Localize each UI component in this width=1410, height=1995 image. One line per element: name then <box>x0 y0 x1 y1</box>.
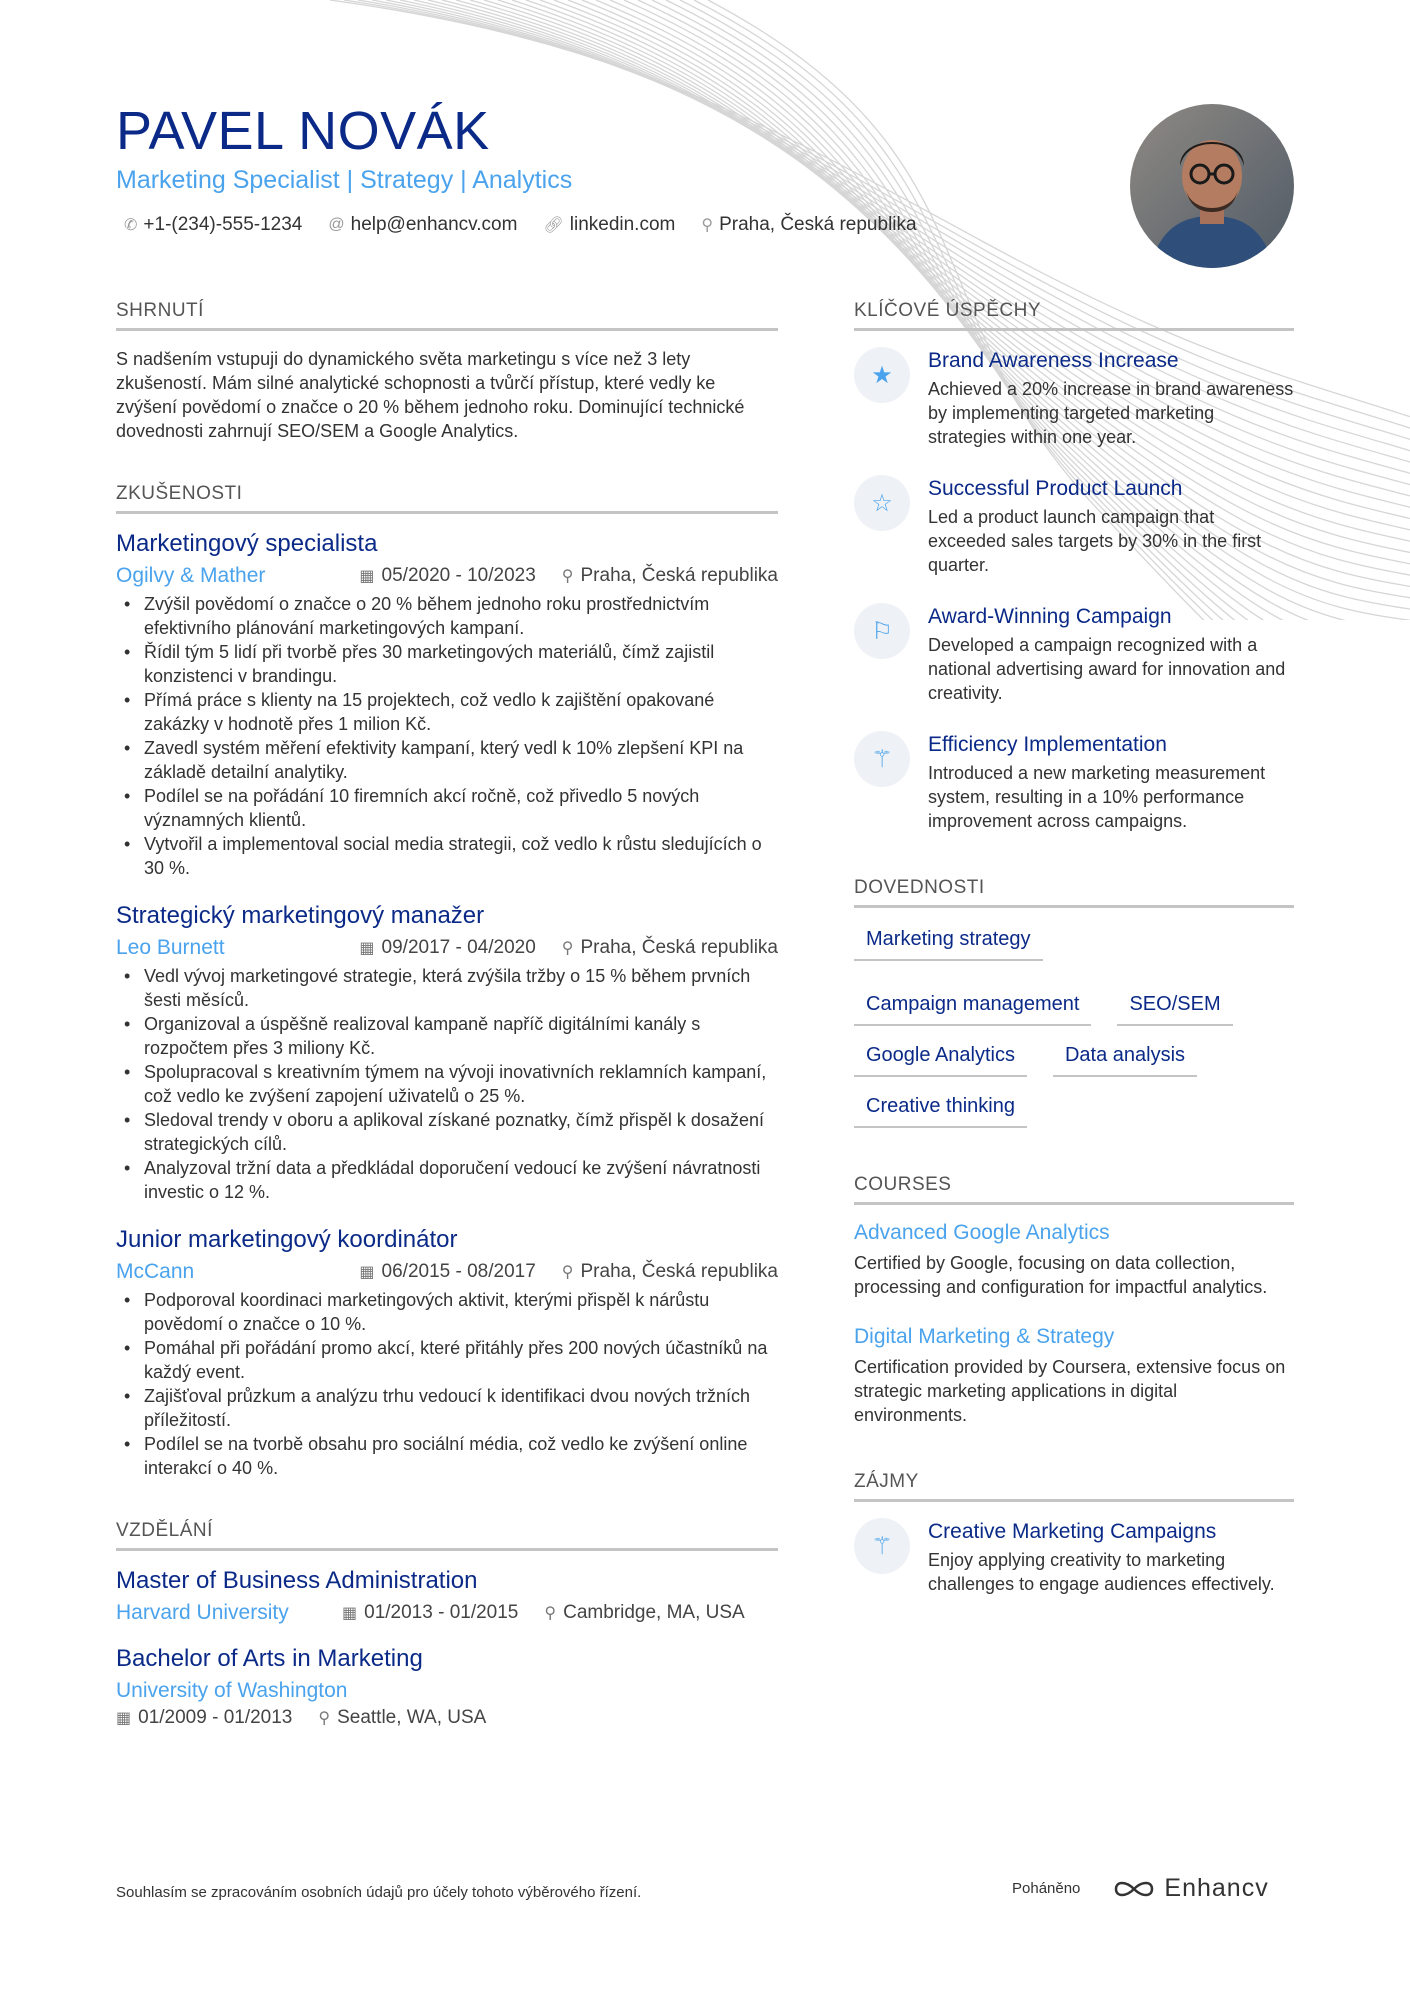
company-name: McCann <box>116 1260 195 1283</box>
interest-desc: Enjoy applying creativity to marketing challenges to engage audiences effectively. <box>928 1550 1275 1594</box>
at-icon: @ <box>328 216 345 233</box>
education-entry <box>116 1645 778 1729</box>
infinity-logo-icon <box>1112 1877 1156 1901</box>
list-item: • Zvýšil povědomí o značce o 20 % během jednoho roku prostřednictvím efektivního plánování marketingových kampaní. <box>116 592 778 640</box>
job-bullets <box>116 964 778 1204</box>
left-column <box>116 300 778 1749</box>
job-bullets <box>116 1288 778 1480</box>
list-item: • Analyzoval tržní data a předkládal doporučení vedoucí ke zvýšení návratnosti investic o 12 %. <box>116 1156 778 1204</box>
achievement-title: Efficiency Implementation <box>928 733 1167 756</box>
calendar-icon: ▦ <box>342 1605 358 1622</box>
location-pin-icon: ⚲ <box>561 1264 574 1281</box>
avatar <box>1130 104 1294 268</box>
contact-email[interactable]: @ help@enhancv.com <box>328 214 518 235</box>
job-bullets <box>116 592 778 880</box>
phone-icon: ✆ <box>124 217 138 234</box>
job-entry <box>116 530 778 880</box>
contact-location: ⚲ Praha, Česká republika <box>701 214 917 235</box>
achievement-desc: Achieved a 20% increase in brand awareness by implementing targeted marketing strategies within one year. <box>928 379 1294 447</box>
job-location: ⚲ Praha, Česká republika <box>561 937 778 958</box>
course-title: Advanced Google Analytics <box>854 1221 1110 1244</box>
contact-phone[interactable]: ✆ +1-(234)-555-1234 <box>124 214 303 235</box>
job-meta <box>116 564 778 588</box>
achievement-desc: Led a product launch campaign that exceeded sales targets by 30% in the first quarter. <box>928 507 1262 575</box>
education-meta <box>116 1601 778 1625</box>
courses-heading: COURSES <box>854 1174 1294 1205</box>
interest-title: Creative Marketing Campaigns <box>928 1520 1217 1543</box>
job-entry <box>116 902 778 1204</box>
achievement-item <box>854 731 1294 833</box>
achievement-item <box>854 603 1294 705</box>
experience-heading: ZKUŠENOSTI <box>116 483 778 514</box>
achievement-desc: Developed a campaign recognized with a national advertising award for innovation and creativity. <box>928 635 1286 703</box>
list-item: • Podílel se na tvorbě obsahu pro sociální média, což vedlo ke zvýšení online interakcí o 40 %. <box>116 1432 778 1480</box>
achievement-item <box>854 347 1294 449</box>
summary-heading: SHRNUTÍ <box>116 300 778 331</box>
location-pin-icon: ⚲ <box>544 1605 557 1622</box>
achievement-desc: Introduced a new marketing measurement system, resulting in a 10% performance improvement across campaigns. <box>928 763 1266 831</box>
education-entry <box>116 1567 778 1625</box>
flag-icon: ⚐ <box>854 603 910 659</box>
powered-by-label: Poháněno <box>1012 1880 1081 1897</box>
star-outline-icon: ☆ <box>854 475 910 531</box>
interest-item <box>854 1518 1294 1596</box>
magic-wand-icon: ⚚ <box>854 731 910 787</box>
achievement-title: Brand Awareness Increase <box>928 349 1179 372</box>
achievement-item <box>854 475 1294 577</box>
course-title: Digital Marketing & Strategy <box>854 1325 1115 1348</box>
footer-branding <box>1012 1874 1269 1903</box>
education-location: ⚲ Cambridge, MA, USA <box>544 1602 745 1623</box>
skills-heading: DOVEDNOSTI <box>854 877 1294 908</box>
job-dates: ▦ 09/2017 - 04/2020 <box>359 937 536 958</box>
enhancv-logo[interactable]: Enhancv <box>1112 1874 1268 1903</box>
job-entry <box>116 1226 778 1480</box>
location-pin-icon: ⚲ <box>561 568 574 585</box>
skill-tag: Google Analytics <box>854 1040 1027 1077</box>
company-name: Leo Burnett <box>116 936 225 959</box>
job-meta <box>116 1260 778 1284</box>
skill-tag: SEO/SEM <box>1117 989 1232 1026</box>
skill-tag: Data analysis <box>1053 1040 1197 1077</box>
skill-tag: Creative thinking <box>854 1091 1027 1128</box>
skill-tag: Campaign management <box>854 989 1091 1026</box>
school-name: Harvard University <box>116 1601 289 1624</box>
education-dates: ▦ 01/2013 - 01/2015 <box>342 1602 519 1623</box>
course-desc: Certification provided by Coursera, extensive focus on strategic marketing applications in digital environments. <box>854 1357 1286 1425</box>
job-meta <box>116 936 778 960</box>
consent-text: Souhlasím se zpracováním osobních údajů pro účely tohoto výběrového řízení. <box>116 1884 642 1901</box>
achievements-heading: KLÍČOVÉ ÚSPĚCHY <box>854 300 1294 331</box>
list-item: • Organizoval a úspěšně realizoval kampaně napříč digitálními kanály s rozpočtem přes 3 miliony Kč. <box>116 1012 778 1060</box>
job-location: ⚲ Praha, Česká republika <box>561 565 778 586</box>
skills-list <box>854 924 1274 1128</box>
candidate-name: PAVEL NOVÁK <box>116 101 490 161</box>
list-item: • Řídil tým 5 lidí při tvorbě přes 30 marketingových materiálů, čímž zajistil konzistenci v brandingu. <box>116 640 778 688</box>
list-item: • Pomáhal při pořádání promo akcí, které přitáhly přes 200 nových účastníků na každý event. <box>116 1336 778 1384</box>
skill-tag: Marketing strategy <box>854 924 1043 961</box>
list-item: • Vedl vývoj marketingové strategie, která zvýšila tržby o 15 % během prvních šesti měsíců. <box>116 964 778 1012</box>
job-title: Marketingový specialista <box>116 530 378 557</box>
education-dates: ▦ 01/2009 - 01/2013 <box>116 1707 293 1728</box>
right-column <box>854 300 1294 1622</box>
summary-text: S nadšením vstupuji do dynamického světa marketingu s více než 3 lety zkušeností. Mám silné analytické schopnosti a tvůrčí přístup, které vedly ke zvýšení povědomí o značce o 20 % během jednoho roku. Dominující technické dovednosti zahrnují SEO/SEM a Google Analytics. <box>116 349 745 441</box>
job-dates: ▦ 06/2015 - 08/2017 <box>359 1261 536 1282</box>
contact-linkedin[interactable]: 🔗︎ linkedin.com <box>543 214 676 235</box>
job-dates: ▦ 05/2020 - 10/2023 <box>359 565 536 586</box>
job-title: Junior marketingový koordinátor <box>116 1226 458 1253</box>
job-title: Strategický marketingový manažer <box>116 902 485 929</box>
calendar-icon: ▦ <box>359 940 375 957</box>
education-location: ⚲ Seattle, WA, USA <box>318 1707 487 1728</box>
achievement-title: Successful Product Launch <box>928 477 1183 500</box>
link-icon: 🔗︎ <box>543 217 564 234</box>
magic-wand-icon: ⚚ <box>854 1518 910 1574</box>
list-item: • Přímá práce s klienty na 15 projektech, což vedlo k zajištění opakované zakázky v hodnotě přes 1 milion Kč. <box>116 688 778 736</box>
calendar-icon: ▦ <box>359 568 375 585</box>
company-name: Ogilvy & Mather <box>116 564 266 587</box>
degree-title: Master of Business Administration <box>116 1567 478 1594</box>
education-heading: VZDĚLÁNÍ <box>116 1520 778 1551</box>
list-item: • Zavedl systém měření efektivity kampaní, který vedl k 10% zlepšení KPI na základě detailní analytiky. <box>116 736 778 784</box>
calendar-icon: ▦ <box>359 1264 375 1281</box>
degree-title: Bachelor of Arts in Marketing <box>116 1645 423 1672</box>
course-item <box>854 1221 1294 1299</box>
location-pin-icon: ⚲ <box>318 1710 331 1727</box>
star-icon: ★ <box>854 347 910 403</box>
location-pin-icon: ⚲ <box>561 940 574 957</box>
list-item: • Sledoval trendy v oboru a aplikoval získané poznatky, čímž přispěl k dosažení strategických cílů. <box>116 1108 778 1156</box>
school-name: University of Washington <box>116 1679 348 1702</box>
calendar-icon: ▦ <box>116 1710 132 1727</box>
candidate-subtitle: Marketing Specialist | Strategy | Analytics <box>116 166 573 194</box>
course-desc: Certified by Google, focusing on data collection, processing and configuration for impactful analytics. <box>854 1253 1268 1297</box>
location-pin-icon: ⚲ <box>701 217 714 234</box>
interests-heading: ZÁJMY <box>854 1471 1294 1502</box>
course-item <box>854 1325 1294 1427</box>
job-location: ⚲ Praha, Česká republika <box>561 1261 778 1282</box>
list-item: • Vytvořil a implementoval social media strategii, což vedlo k růstu sledujících o 30 %. <box>116 832 778 880</box>
list-item: • Spolupracoval s kreativním týmem na vývoji inovativních reklamních kampaní, což vedlo ke zvýšení zapojení uživatelů o 25 %. <box>116 1060 778 1108</box>
contact-bar <box>124 214 917 236</box>
list-item: • Zajišťoval průzkum a analýzu trhu vedoucí k identifikaci dvou nových tržních příležitostí. <box>116 1384 778 1432</box>
education-meta <box>116 1707 778 1729</box>
achievement-title: Award-Winning Campaign <box>928 605 1172 628</box>
list-item: • Podporoval koordinaci marketingových aktivit, kterými přispěl k nárůstu povědomí o značce o 10 %. <box>116 1288 778 1336</box>
list-item: • Podílel se na pořádání 10 firemních akcí ročně, což přivedlo 5 nových významných klientů. <box>116 784 778 832</box>
